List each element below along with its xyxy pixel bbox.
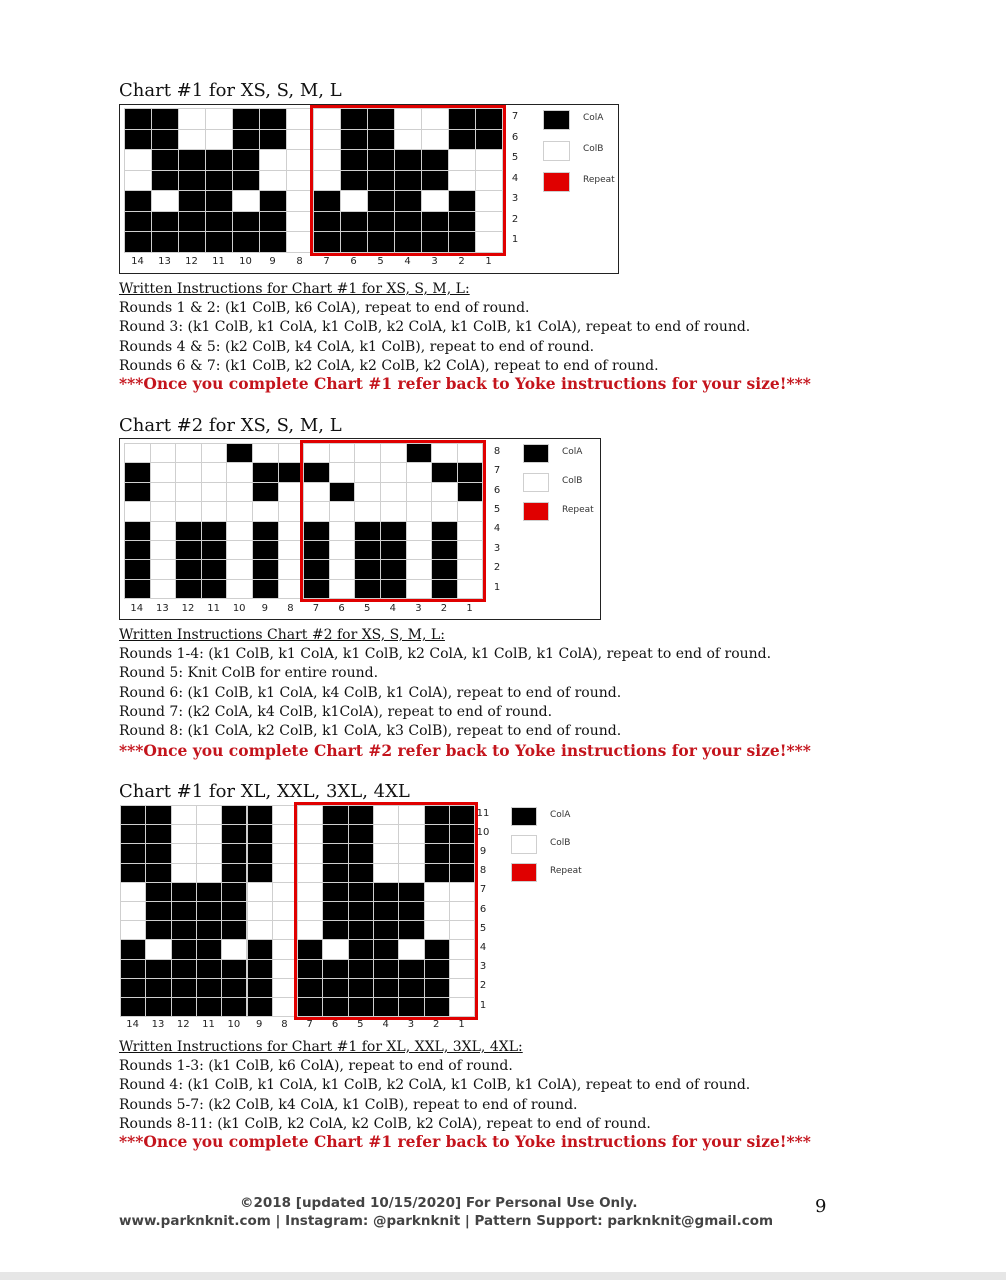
- stitch-cola: [232, 108, 260, 130]
- stitch-colb: [150, 462, 177, 482]
- column-number: 5: [357, 1019, 364, 1030]
- column-number: 1: [485, 256, 492, 267]
- stitch-cola: [145, 843, 171, 863]
- row-number: 8: [493, 445, 501, 457]
- stitch-cola: [175, 521, 202, 541]
- repeat-outline: [310, 105, 506, 256]
- stitch-cola: [205, 211, 233, 233]
- footer-contact: www.parknknit.com | Instagram: @parknknit | Pattern Support: parknknit@gmail.com: [119, 1213, 774, 1229]
- stitch-cola: [252, 462, 279, 482]
- column-number: 3: [407, 1019, 415, 1030]
- column-number: 13: [151, 1019, 165, 1030]
- stitch-cola: [151, 231, 179, 253]
- column-number: 4: [389, 603, 396, 614]
- stitch-colb: [226, 579, 253, 599]
- stitch-cola: [171, 920, 197, 940]
- stitch-cola: [145, 863, 171, 883]
- stitch-cola: [124, 190, 152, 212]
- stitch-cola: [196, 901, 222, 921]
- stitch-cola: [205, 190, 233, 212]
- column-number: 6: [350, 256, 357, 267]
- stitch-cola: [247, 959, 273, 979]
- stitch-colb: [259, 149, 287, 171]
- stitch-cola: [171, 959, 197, 979]
- stitch-colb: [232, 190, 260, 212]
- stitch-colb: [205, 129, 233, 151]
- stitch-cola: [259, 108, 287, 130]
- stitch-colb: [145, 939, 171, 959]
- stitch-cola: [247, 978, 273, 998]
- stitch-colb: [124, 149, 152, 171]
- legend-label: Repeat: [550, 866, 582, 876]
- instruction-line: Rounds 1-4: (k1 ColB, k1 ColA, k1 ColB, k2 ColA, k1 ColB, k1 ColA), repeat to end of round.: [119, 646, 772, 663]
- stitch-cola: [221, 863, 247, 883]
- stitch-cola: [145, 824, 171, 844]
- row-number: 6: [511, 131, 519, 143]
- stitch-cola: [259, 211, 287, 233]
- stitch-cola: [247, 863, 273, 883]
- stitch-cola: [171, 997, 197, 1017]
- written-instructions: [119, 626, 771, 741]
- stitch-cola: [171, 882, 197, 902]
- repeat-outline: [294, 802, 478, 1020]
- column-number: 12: [181, 603, 195, 614]
- stitch-colb: [150, 482, 177, 502]
- legend-swatch-colb: [511, 835, 537, 854]
- column-number: 2: [458, 256, 465, 267]
- legend-label: ColB: [562, 476, 583, 486]
- column-number: 6: [338, 603, 345, 614]
- yoke-reminder-note: ***Once you complete Chart #1 refer back to Yoke instructions for your size!***: [119, 374, 811, 393]
- stitch-cola: [120, 824, 146, 844]
- written-instructions: [119, 1038, 750, 1134]
- stitch-cola: [205, 149, 233, 171]
- stitch-colb: [259, 170, 287, 192]
- stitch-cola: [175, 540, 202, 560]
- page-number: 9: [815, 1196, 827, 1217]
- stitch-colb: [151, 190, 179, 212]
- stitch-cola: [145, 959, 171, 979]
- row-number: 7: [479, 884, 487, 896]
- stitch-cola: [124, 559, 151, 579]
- instruction-line: Round 3: (k1 ColB, k1 ColA, k1 ColB, k2 ColA, k1 ColB, k1 ColA), repeat to end of round.: [119, 319, 751, 336]
- stitch-cola: [124, 231, 152, 253]
- legend-swatch-colb: [543, 141, 570, 161]
- column-number: 12: [176, 1019, 190, 1030]
- stitch-cola: [232, 149, 260, 171]
- row-number: 3: [493, 542, 501, 554]
- instruction-line: Rounds 4 & 5: (k2 ColB, k4 ColA, k1 ColB), repeat to end of round.: [119, 338, 595, 355]
- stitch-cola: [171, 939, 197, 959]
- stitch-cola: [120, 939, 146, 959]
- stitch-cola: [124, 211, 152, 233]
- row-number: 1: [493, 581, 501, 593]
- stitch-colb: [226, 462, 253, 482]
- stitch-cola: [247, 997, 273, 1017]
- column-number: 2: [440, 603, 448, 614]
- stitch-colb: [201, 443, 228, 463]
- legend-label: Repeat: [562, 505, 594, 515]
- row-number: 1: [479, 999, 487, 1011]
- stitch-colb: [201, 462, 228, 482]
- stitch-colb: [120, 920, 146, 940]
- row-number: 8: [479, 865, 487, 877]
- stitch-cola: [124, 579, 151, 599]
- stitch-colb: [252, 443, 279, 463]
- column-number: 10: [227, 1019, 241, 1030]
- stitch-cola: [124, 540, 151, 560]
- stitch-cola: [205, 231, 233, 253]
- row-number: 2: [479, 980, 487, 992]
- yoke-reminder-note: ***Once you complete Chart #1 refer back to Yoke instructions for your size!***: [119, 1132, 811, 1151]
- stitch-colb: [226, 559, 253, 579]
- column-number: 1: [466, 603, 473, 614]
- stitch-cola: [120, 805, 146, 825]
- stitch-colb: [171, 843, 197, 863]
- column-number: 8: [287, 603, 294, 614]
- column-number: 8: [296, 256, 303, 267]
- stitch-colb: [196, 843, 222, 863]
- row-number: 2: [493, 562, 501, 574]
- stitch-cola: [124, 482, 151, 502]
- stitch-cola: [151, 211, 179, 233]
- stitch-cola: [175, 559, 202, 579]
- stitch-cola: [196, 939, 222, 959]
- stitch-cola: [201, 521, 228, 541]
- stitch-colb: [252, 501, 279, 521]
- stitch-cola: [221, 978, 247, 998]
- stitch-colb: [150, 540, 177, 560]
- stitch-colb: [247, 882, 273, 902]
- stitch-cola: [205, 170, 233, 192]
- row-number: 1: [511, 234, 519, 246]
- legend-swatch-repeat: [543, 172, 570, 192]
- stitch-cola: [232, 129, 260, 151]
- stitch-cola: [124, 129, 152, 151]
- column-number: 13: [158, 256, 171, 267]
- column-number: 8: [281, 1019, 288, 1030]
- column-number: 3: [431, 256, 438, 267]
- stitch-cola: [247, 939, 273, 959]
- stitch-cola: [247, 824, 273, 844]
- stitch-colb: [150, 559, 177, 579]
- stitch-cola: [120, 863, 146, 883]
- stitch-cola: [221, 920, 247, 940]
- chart-title: Chart #2 for XS, S, M, L: [119, 415, 342, 436]
- stitch-colb: [150, 443, 177, 463]
- stitch-colb: [124, 443, 151, 463]
- yoke-reminder-note: ***Once you complete Chart #2 refer back to Yoke instructions for your size!***: [119, 741, 811, 760]
- stitch-colb: [226, 521, 253, 541]
- stitch-cola: [201, 579, 228, 599]
- stitch-cola: [221, 843, 247, 863]
- row-number: 5: [479, 922, 487, 934]
- column-number: 14: [131, 256, 144, 267]
- instruction-line: Round 5: Knit ColB for entire round.: [119, 665, 379, 682]
- stitch-cola: [178, 190, 206, 212]
- stitch-cola: [221, 997, 247, 1017]
- stitch-cola: [120, 978, 146, 998]
- stitch-cola: [145, 805, 171, 825]
- legend-swatch-repeat: [511, 863, 537, 882]
- row-number: 2: [511, 213, 519, 225]
- column-number: 5: [364, 603, 371, 614]
- stitch-cola: [145, 882, 171, 902]
- instruction-line: Round 7: (k2 ColA, k4 ColB, k1ColA), repeat to end of round.: [119, 703, 553, 720]
- page-bottom-band: [0, 1272, 1006, 1280]
- instruction-line: Rounds 5-7: (k2 ColB, k4 ColA, k1 ColB), repeat to end of round.: [119, 1096, 578, 1113]
- stitch-cola: [196, 920, 222, 940]
- stitch-cola: [252, 521, 279, 541]
- stitch-colb: [175, 482, 202, 502]
- stitch-cola: [221, 805, 247, 825]
- legend-label: ColA: [562, 447, 583, 457]
- stitch-cola: [196, 959, 222, 979]
- stitch-cola: [247, 843, 273, 863]
- stitch-cola: [252, 579, 279, 599]
- instructions-heading: Written Instructions for Chart #1 for XS, S, M, L:: [119, 281, 470, 297]
- footer-copyright: ©2018 [updated 10/15/2020] For Personal Use Only.: [240, 1195, 638, 1211]
- row-number: 7: [511, 111, 519, 123]
- stitch-cola: [151, 129, 179, 151]
- stitch-cola: [226, 443, 253, 463]
- stitch-cola: [120, 843, 146, 863]
- column-number: 1: [458, 1019, 465, 1030]
- stitch-colb: [178, 108, 206, 130]
- repeat-outline: [300, 440, 486, 602]
- stitch-cola: [221, 824, 247, 844]
- column-number: 9: [269, 256, 276, 267]
- stitch-cola: [120, 959, 146, 979]
- column-number: 5: [377, 256, 384, 267]
- column-number: 12: [185, 256, 198, 267]
- stitch-colb: [150, 521, 177, 541]
- column-number: 7: [312, 603, 320, 614]
- stitch-cola: [120, 997, 146, 1017]
- stitch-colb: [205, 108, 233, 130]
- instruction-line: Rounds 8-11: (k1 ColB, k2 ColA, k2 ColB, k2 ColA), repeat to end of round.: [119, 1115, 651, 1132]
- legend-label: Repeat: [583, 175, 615, 185]
- stitch-cola: [145, 978, 171, 998]
- instruction-line: Round 8: (k1 ColA, k2 ColB, k1 ColA, k3 ColB), repeat to end of round.: [119, 723, 622, 740]
- stitch-cola: [221, 901, 247, 921]
- column-number: 9: [261, 603, 268, 614]
- stitch-colb: [175, 462, 202, 482]
- stitch-cola: [201, 559, 228, 579]
- legend-swatch-colb: [523, 473, 549, 492]
- stitch-cola: [259, 190, 287, 212]
- stitch-colb: [196, 863, 222, 883]
- row-number: 4: [479, 942, 487, 953]
- stitch-colb: [171, 824, 197, 844]
- row-number: 9: [479, 846, 487, 857]
- instruction-line: Rounds 1 & 2: (k1 ColB, k6 ColA), repeat to end of round.: [119, 300, 530, 317]
- column-number: 7: [323, 256, 330, 267]
- stitch-colb: [150, 501, 177, 521]
- stitch-colb: [247, 901, 273, 921]
- stitch-cola: [145, 901, 171, 921]
- stitch-colb: [150, 579, 177, 599]
- stitch-cola: [196, 978, 222, 998]
- stitch-colb: [175, 501, 202, 521]
- stitch-colb: [175, 443, 202, 463]
- legend-label: ColB: [550, 838, 571, 848]
- stitch-cola: [259, 129, 287, 151]
- row-number: 11: [476, 807, 490, 819]
- stitch-cola: [252, 540, 279, 560]
- stitch-cola: [175, 579, 202, 599]
- instruction-line: Round 6: (k1 ColB, k1 ColA, k4 ColB, k1 ColA), repeat to end of round.: [119, 684, 622, 701]
- legend-label: ColA: [583, 113, 604, 123]
- column-number: 14: [130, 603, 144, 614]
- column-number: 11: [212, 256, 225, 267]
- stitch-cola: [124, 462, 151, 482]
- stitch-cola: [221, 959, 247, 979]
- stitch-cola: [151, 108, 179, 130]
- column-number: 9: [255, 1019, 263, 1030]
- stitch-colb: [178, 129, 206, 151]
- column-number: 6: [331, 1019, 339, 1030]
- column-number: 11: [207, 603, 220, 614]
- legend-label: ColB: [583, 144, 604, 154]
- instructions-heading: Written Instructions Chart #2 for XS, S, M, L:: [119, 627, 445, 643]
- stitch-cola: [178, 170, 206, 192]
- stitch-cola: [178, 149, 206, 171]
- stitch-colb: [124, 501, 151, 521]
- row-number: 5: [511, 152, 519, 164]
- instruction-line: Round 4: (k1 ColB, k1 ColA, k1 ColB, k2 ColA, k1 ColB, k1 ColA), repeat to end of round.: [119, 1077, 751, 1094]
- stitch-colb: [221, 939, 247, 959]
- stitch-cola: [151, 170, 179, 192]
- stitch-colb: [226, 540, 253, 560]
- legend-swatch-cola: [523, 444, 549, 463]
- stitch-cola: [196, 997, 222, 1017]
- stitch-colb: [171, 863, 197, 883]
- stitch-colb: [201, 501, 228, 521]
- stitch-cola: [178, 231, 206, 253]
- stitch-colb: [120, 901, 146, 921]
- column-number: 13: [156, 603, 169, 614]
- row-number: 6: [493, 484, 501, 496]
- stitch-cola: [232, 211, 260, 233]
- row-number: 7: [493, 465, 501, 477]
- row-number: 3: [511, 193, 519, 205]
- row-number: 4: [511, 172, 519, 184]
- stitch-cola: [232, 170, 260, 192]
- chart-title: Chart #1 for XL, XXL, 3XL, 4XL: [119, 781, 410, 802]
- instruction-line: Rounds 1-3: (k1 ColB, k6 ColA), repeat to end of round.: [119, 1058, 513, 1075]
- stitch-colb: [196, 824, 222, 844]
- row-number: 4: [493, 523, 501, 535]
- row-number: 5: [493, 503, 501, 515]
- stitch-cola: [124, 521, 151, 541]
- stitch-cola: [145, 997, 171, 1017]
- stitch-cola: [124, 108, 152, 130]
- stitch-cola: [221, 882, 247, 902]
- stitch-cola: [259, 231, 287, 253]
- legend-swatch-cola: [511, 807, 537, 826]
- column-number: 11: [202, 1019, 215, 1030]
- column-number: 2: [433, 1019, 440, 1030]
- column-number: 3: [415, 603, 422, 614]
- written-instructions: [119, 280, 750, 376]
- column-number: 14: [126, 1019, 140, 1030]
- column-number: 10: [232, 603, 246, 614]
- stitch-colb: [247, 920, 273, 940]
- stitch-colb: [124, 170, 152, 192]
- row-number: 6: [479, 903, 487, 915]
- row-number: 3: [479, 961, 487, 973]
- stitch-colb: [196, 805, 222, 825]
- stitch-colb: [226, 501, 253, 521]
- legend-swatch-cola: [543, 110, 570, 130]
- stitch-cola: [178, 211, 206, 233]
- stitch-colb: [201, 482, 228, 502]
- column-number: 4: [382, 1019, 389, 1030]
- stitch-colb: [120, 882, 146, 902]
- stitch-colb: [226, 482, 253, 502]
- stitch-cola: [171, 901, 197, 921]
- instruction-line: Rounds 6 & 7: (k1 ColB, k2 ColA, k2 ColB, k2 ColA), repeat to end of round.: [119, 357, 659, 374]
- stitch-cola: [252, 559, 279, 579]
- column-number: 4: [404, 256, 411, 267]
- stitch-cola: [171, 978, 197, 998]
- stitch-cola: [196, 882, 222, 902]
- stitch-colb: [171, 805, 197, 825]
- stitch-cola: [201, 540, 228, 560]
- chart-title: Chart #1 for XS, S, M, L: [119, 80, 342, 101]
- column-number: 10: [239, 256, 252, 267]
- legend-label: ColA: [550, 810, 571, 820]
- column-number: 7: [306, 1019, 313, 1030]
- stitch-cola: [151, 149, 179, 171]
- instructions-heading: Written Instructions for Chart #1 for XL, XXL, 3XL, 4XL:: [119, 1039, 523, 1055]
- stitch-cola: [252, 482, 279, 502]
- stitch-cola: [247, 805, 273, 825]
- row-number: 10: [476, 826, 490, 838]
- stitch-cola: [232, 231, 260, 253]
- legend-swatch-repeat: [523, 502, 549, 521]
- stitch-cola: [145, 920, 171, 940]
